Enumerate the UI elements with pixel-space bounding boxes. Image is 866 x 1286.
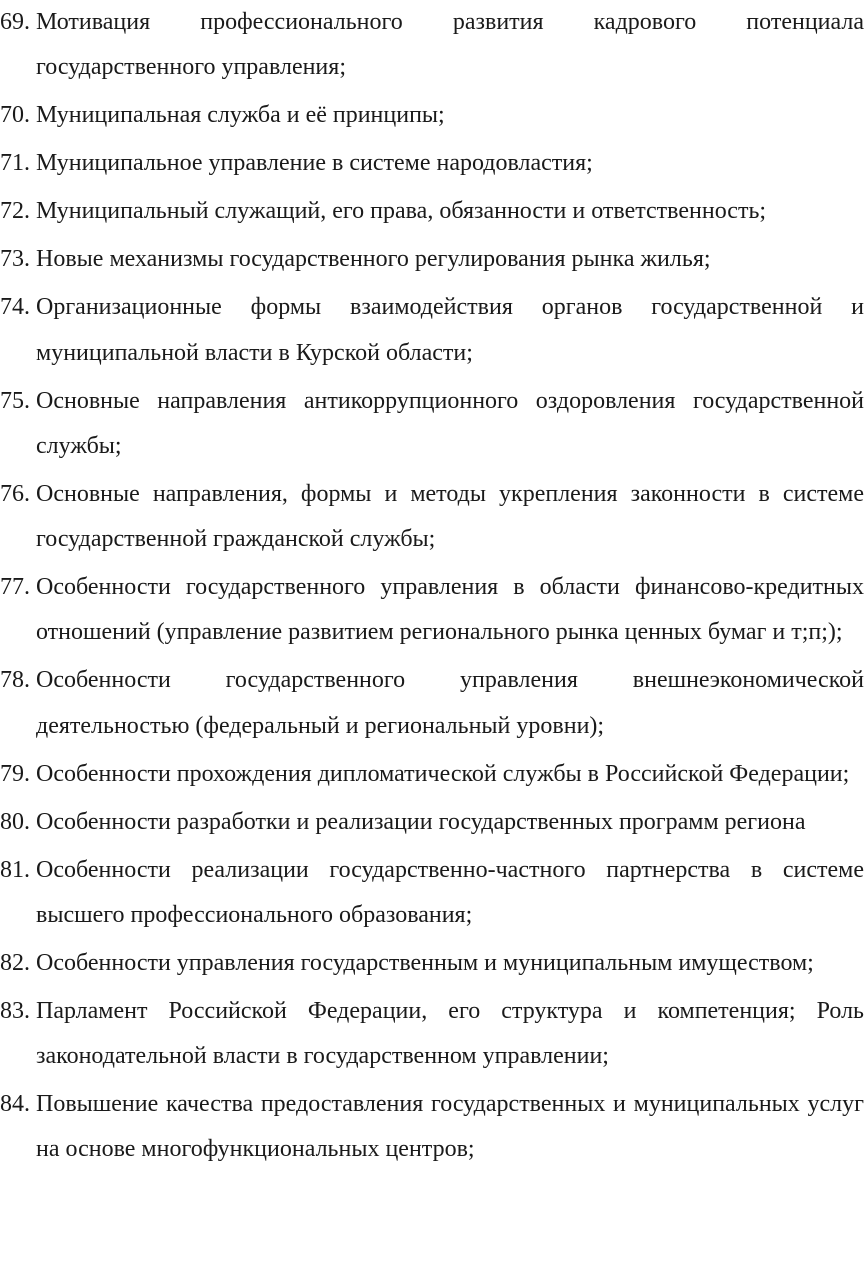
item-text: Основные направления, формы и методы укрепления законности в системе государственной гражданской службы; bbox=[36, 480, 864, 552]
item-text: Особенности разработки и реализации государственных программ региона bbox=[36, 808, 806, 835]
item-text: Парламент Российской Федерации, его структура и компетенция; Роль законодательной власти в государственном управлении; bbox=[36, 997, 864, 1069]
item-number: 82. bbox=[0, 949, 30, 976]
list-item bbox=[0, 989, 866, 1080]
item-number: 74. bbox=[0, 294, 30, 321]
list-item bbox=[0, 800, 866, 845]
item-text: Повышение качества предоставления государственных и муниципальных услуг на основе многофункциональных центров; bbox=[36, 1091, 864, 1163]
list-item bbox=[0, 379, 866, 470]
item-number: 78. bbox=[0, 667, 30, 694]
item-number: 71. bbox=[0, 150, 30, 177]
item-text: Новые механизмы государственного регулирования рынка жилья; bbox=[36, 246, 711, 273]
list-item bbox=[0, 1082, 866, 1173]
list-item bbox=[0, 0, 866, 91]
item-number: 75. bbox=[0, 387, 30, 414]
item-text: Основные направления антикоррупционного оздоровления государственной службы; bbox=[36, 387, 864, 459]
item-text: Особенности государственного управления в области финансово-кредитных отношений (управление развитием регионального рынка ценных бумаг и т;п;); bbox=[36, 574, 864, 646]
item-number: 77. bbox=[0, 574, 30, 600]
list-item bbox=[0, 285, 866, 376]
list-item bbox=[0, 141, 866, 186]
item-text: Особенности реализации государственно-частного партнерства в системе высшего профессионального образования; bbox=[36, 856, 864, 928]
item-text: Муниципальная служба и её принципы; bbox=[36, 102, 445, 129]
item-text: Особенности управления государственным и муниципальным имуществом; bbox=[36, 949, 814, 976]
list-item bbox=[0, 565, 866, 656]
list-item bbox=[0, 237, 866, 282]
item-number: 80. bbox=[0, 808, 30, 835]
item-text: Муниципальный служащий, его права, обязанности и ответственность; bbox=[36, 198, 767, 225]
item-number: 81. bbox=[0, 856, 30, 883]
list-item bbox=[0, 658, 866, 749]
item-text: Особенности государственного управления внешнеэкономической деятельностью (федеральный и региональный уровни); bbox=[36, 667, 864, 739]
item-number: 70. bbox=[0, 102, 30, 129]
list-item bbox=[0, 941, 866, 986]
list-item bbox=[0, 752, 866, 797]
item-text: Муниципальное управление в системе народовластия; bbox=[36, 150, 593, 177]
list-item bbox=[0, 472, 866, 563]
list-item bbox=[0, 93, 866, 138]
item-number: 69. bbox=[0, 9, 30, 35]
item-number: 73. bbox=[0, 246, 30, 273]
item-text: Мотивация профессионального развития кадрового потенциала государственного управления; bbox=[36, 9, 864, 81]
item-number: 84. bbox=[0, 1091, 30, 1117]
item-number: 83. bbox=[0, 997, 30, 1024]
item-text: Особенности прохождения дипломатической службы в Российской Федерации; bbox=[36, 760, 850, 787]
list-item bbox=[0, 848, 866, 939]
item-number: 76. bbox=[0, 480, 30, 507]
item-text: Организационные формы взаимодействия органов государственной и муниципальной власти в Курской области; bbox=[36, 294, 864, 366]
item-number: 79. bbox=[0, 760, 30, 787]
list-item bbox=[0, 189, 866, 234]
item-number: 72. bbox=[0, 198, 30, 225]
